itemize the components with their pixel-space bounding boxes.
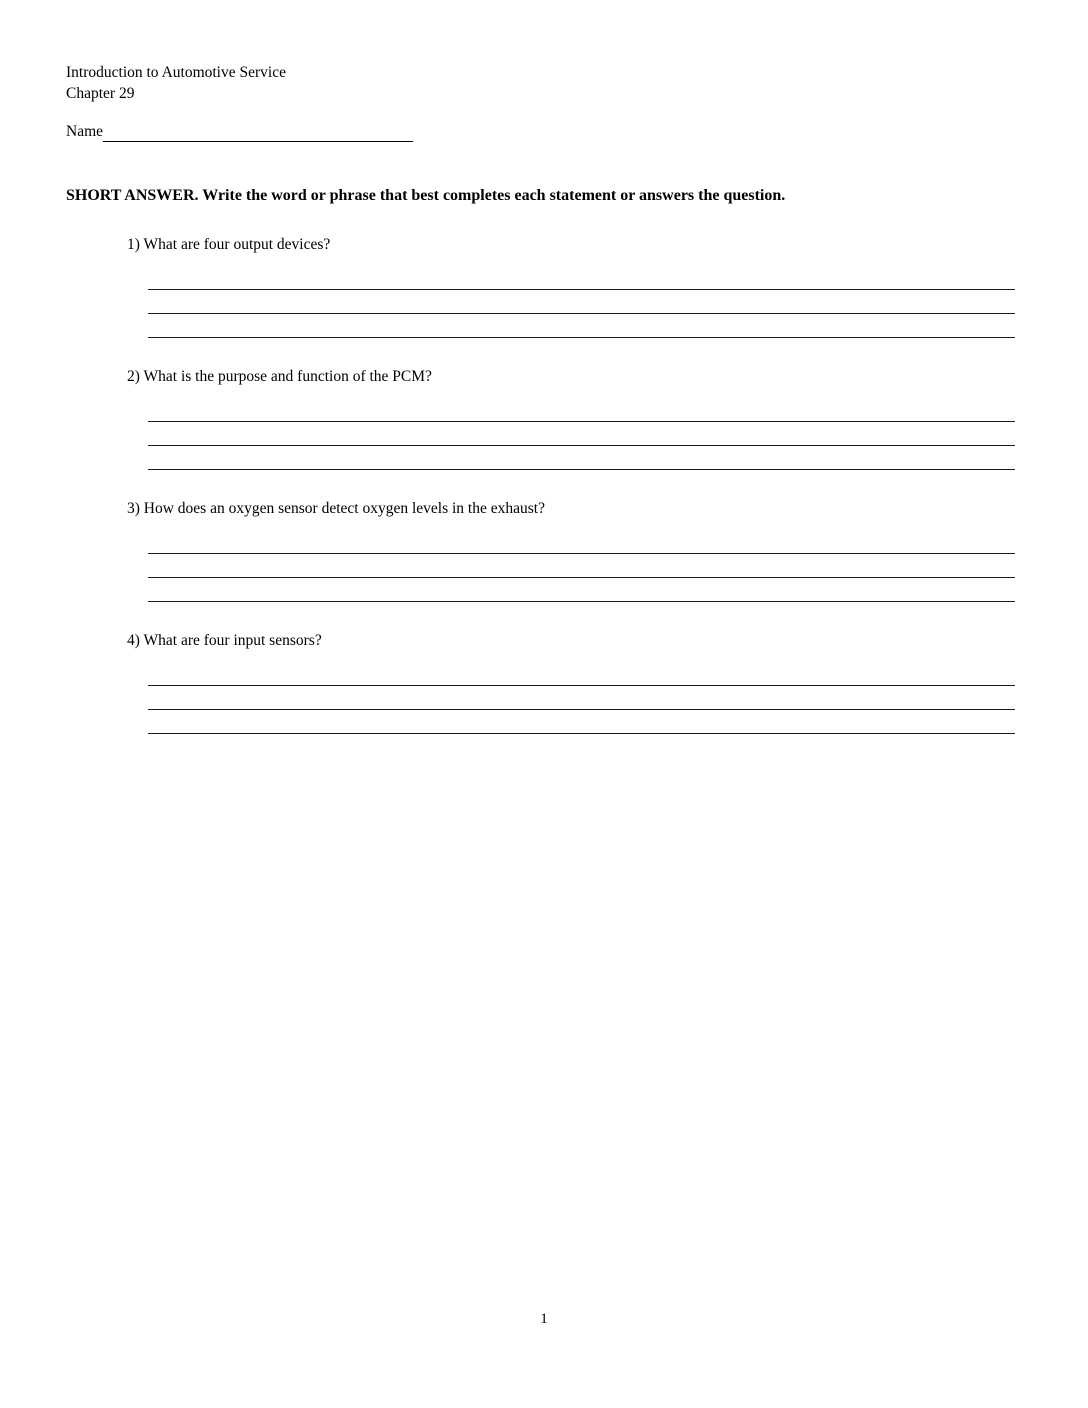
- course-title: Introduction to Automotive Service: [66, 64, 286, 81]
- answer-line: [148, 290, 1015, 314]
- answer-line: [148, 446, 1015, 470]
- page-header: [66, 62, 1015, 104]
- question-block: [66, 367, 1015, 470]
- answer-line: [148, 268, 1015, 290]
- name-label: Name: [66, 123, 104, 140]
- answer-line: [148, 554, 1015, 578]
- answer-lines: [148, 664, 1015, 734]
- section-instructions: SHORT ANSWER. Write the word or phrase that best completes each statement or answers the question.: [66, 187, 786, 204]
- answer-line: [148, 314, 1015, 338]
- page-number: 1: [540, 1311, 548, 1327]
- question-block: [66, 235, 1015, 338]
- question-text: 2) What is the purpose and function of the PCM?: [127, 368, 432, 385]
- question-block: [66, 499, 1015, 602]
- answer-line: [148, 532, 1015, 554]
- answer-lines: [148, 532, 1015, 602]
- name-row: [66, 121, 1015, 142]
- answer-lines: [148, 400, 1015, 470]
- answer-line: [148, 664, 1015, 686]
- question-text: 3) How does an oxygen sensor detect oxygen levels in the exhaust?: [127, 500, 545, 517]
- answer-line: [148, 400, 1015, 422]
- answer-line: [148, 578, 1015, 602]
- answer-line: [148, 686, 1015, 710]
- chapter-title: Chapter 29: [66, 85, 135, 102]
- question-text: 4) What are four input sensors?: [127, 632, 322, 649]
- questions-list: [66, 235, 1015, 734]
- name-blank-line: [103, 122, 413, 142]
- answer-lines: [148, 268, 1015, 338]
- answer-line: [148, 422, 1015, 446]
- answer-line: [148, 710, 1015, 734]
- question-text: 1) What are four output devices?: [127, 236, 331, 253]
- question-block: [66, 631, 1015, 734]
